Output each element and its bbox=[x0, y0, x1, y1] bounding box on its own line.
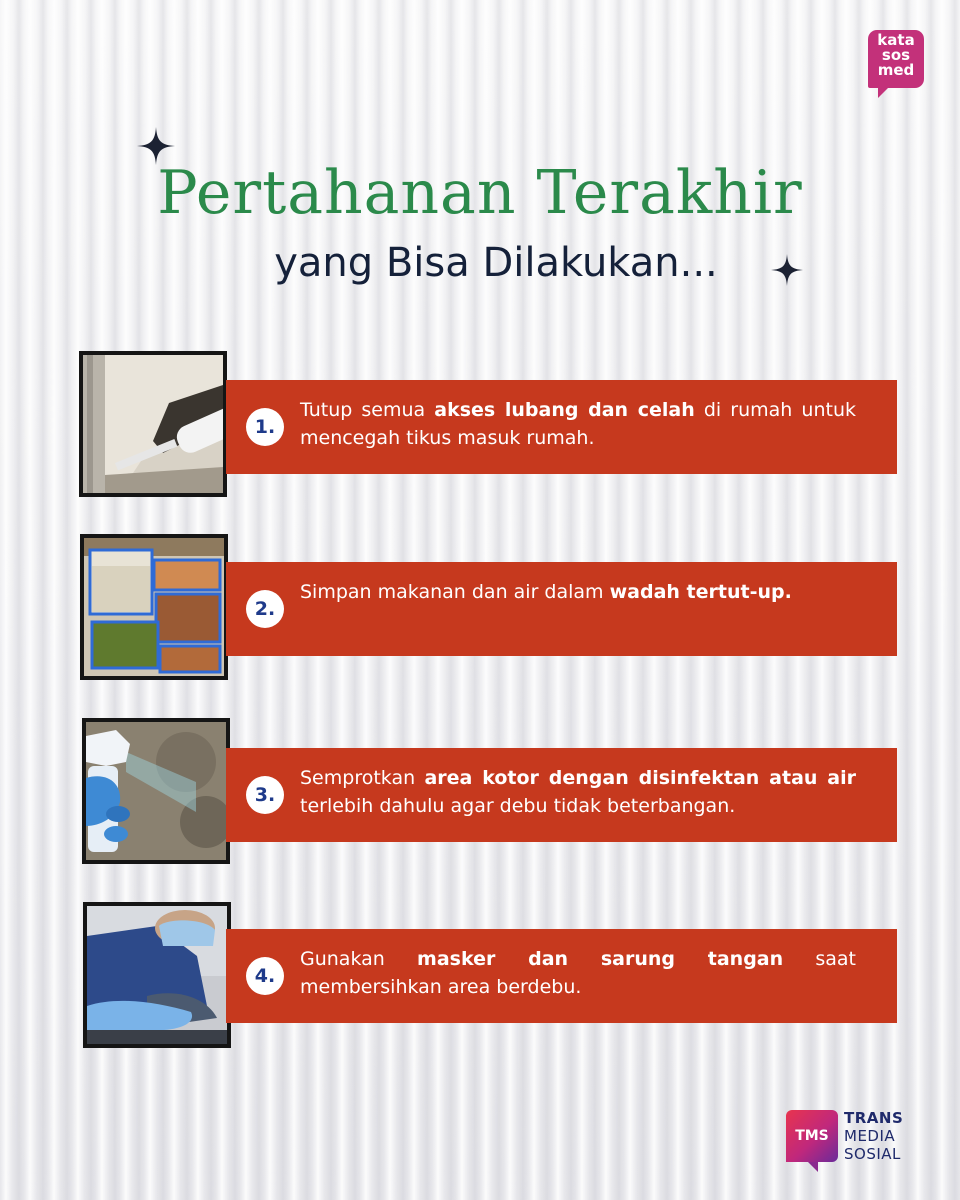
tms-badge: TMS bbox=[786, 1110, 838, 1162]
step-number-badge: 2. bbox=[246, 590, 284, 628]
page-subtitle: yang Bisa Dilakukan... bbox=[274, 240, 718, 286]
mask-gloves-cleaning-photo bbox=[83, 902, 231, 1048]
wall-crack-sealant-photo bbox=[79, 351, 227, 497]
food-containers-photo bbox=[80, 534, 228, 680]
tip-text: Tutup semua akses lubang dan celah di rumah untuk mencegah tikus masuk rumah. bbox=[300, 399, 856, 449]
step-number-badge: 4. bbox=[246, 957, 284, 995]
trans-media-sosial-logo bbox=[786, 1110, 926, 1174]
step-number-badge: 1. bbox=[246, 408, 284, 446]
katasosmed-logo: kata sos med bbox=[868, 30, 924, 88]
logo-word: TRANS bbox=[844, 1109, 904, 1127]
tip-text: Gunakan masker dan sarung tangan saat membersihkan area berdebu. bbox=[300, 948, 856, 998]
tip-card-3 bbox=[226, 748, 897, 842]
tip-text: Semprotkan area kotor dengan disinfektan atau air terlebih dahulu agar debu tidak beterbangan. bbox=[300, 767, 856, 817]
logo-word: SOSIAL bbox=[844, 1145, 901, 1163]
tip-card-4 bbox=[226, 929, 897, 1023]
tip-text: Simpan makanan dan air dalam wadah tertut-up. bbox=[300, 581, 792, 603]
page-title: Pertahanan Terakhir bbox=[157, 158, 803, 228]
logo-word: MEDIA bbox=[844, 1127, 896, 1145]
spray-bottle-photo bbox=[82, 718, 230, 864]
tip-card-1 bbox=[226, 380, 897, 474]
step-number-badge: 3. bbox=[246, 776, 284, 814]
tip-card-2 bbox=[226, 562, 897, 656]
